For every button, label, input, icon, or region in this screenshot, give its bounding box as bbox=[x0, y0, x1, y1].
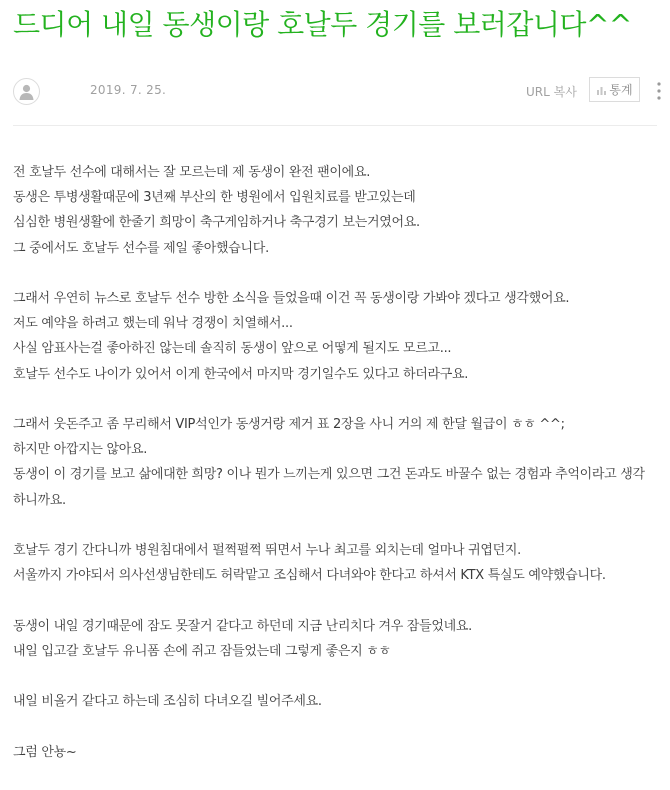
body-line: 서울까지 가야되서 의사선생님한테도 허락맡고 조심해서 다녀와야 한다고 하셔서 KTX 특실도 예약했습니다. bbox=[13, 568, 606, 584]
body-paragraph bbox=[13, 412, 663, 513]
post-title: 드디어 내일 동생이랑 호날두 경기를 보러갑니다^^ bbox=[13, 8, 632, 41]
body-line: 심심한 병원생활에 한줄기 희망이 축구게임하거나 축구경기 보는거였어요. bbox=[13, 215, 420, 231]
body-paragraph bbox=[13, 538, 663, 588]
body-line: 그럼 안뇽~ bbox=[13, 744, 77, 760]
body-paragraph bbox=[13, 689, 663, 714]
body-line: 내일 비올거 같다고 하는데 조심히 다녀오길 빌어주세요. bbox=[13, 694, 322, 710]
body-line: 하니까요. bbox=[13, 492, 66, 508]
bar-chart-icon bbox=[596, 85, 607, 95]
body-line: 사실 암표사는걸 좋아하진 않는데 솔직히 동생이 앞으로 어떻게 될지도 모르고... bbox=[13, 341, 452, 357]
body-paragraph bbox=[13, 160, 663, 261]
body-paragraph bbox=[13, 614, 663, 664]
url-copy-button[interactable]: URL 복사 bbox=[526, 85, 577, 99]
user-silhouette bbox=[14, 79, 39, 104]
body-paragraph bbox=[13, 740, 663, 765]
body-paragraph bbox=[13, 286, 663, 387]
stats-button[interactable] bbox=[589, 77, 640, 102]
body-line: 호날두 경기 간다니까 병원침대에서 펄쩍펄쩍 뛰면서 누나 최고를 외치는데 얼마나 귀엽던지. bbox=[13, 543, 521, 558]
body-line: 동생이 내일 경기때문에 잠도 못잘거 같다고 하던데 지금 난리치다 겨우 잠들었네요. bbox=[13, 618, 472, 634]
user-avatar-icon[interactable] bbox=[13, 78, 40, 105]
body-line: 호날두 선수도 나이가 있어서 이게 한국에서 마지막 경기일수도 있다고 하더라구요. bbox=[13, 366, 469, 382]
post-meta-bar bbox=[13, 76, 670, 108]
vertical-ellipsis-icon[interactable] bbox=[654, 81, 664, 101]
stats-label: 통계 bbox=[609, 83, 633, 97]
post-date: 2019. 7. 25. bbox=[90, 83, 167, 97]
body-line: 그래서 우연히 뉴스로 호날두 선수 방한 소식을 들었을때 이건 꼭 동생이랑 가봐야 겠다고 생각했어요. bbox=[13, 291, 570, 306]
body-line: 그 중에서도 호날두 선수를 제일 좋아했습니다. bbox=[13, 240, 269, 256]
post-body bbox=[13, 160, 663, 790]
body-line: 동생은 투병생활때문에 3년째 부산의 한 병원에서 입원치료를 받고있는데 bbox=[13, 190, 416, 206]
body-line: 내일 입고갈 호날두 유니폼 손에 쥐고 잠들었는데 그렇게 좋은지 ㅎㅎ bbox=[13, 643, 391, 659]
header-divider bbox=[13, 125, 657, 126]
body-line: 그래서 웃돈주고 좀 무리해서 VIP석인가 동생거랑 제거 표 2장을 사니 거의 제 한달 월급이 ㅎㅎ ^^; bbox=[13, 417, 565, 432]
body-line: 동생이 이 경기를 보고 삶에대한 희망? 이나 뭔가 느끼는게 있으면 그건 돈과도 바꿀수 없는 경험과 추억이라고 생각 bbox=[13, 467, 645, 483]
body-line: 하지만 아깝지는 않아요. bbox=[13, 442, 148, 458]
body-line: 저도 예약을 하려고 했는데 워낙 경쟁이 치열해서... bbox=[13, 316, 293, 332]
body-line: 전 호날두 선수에 대해서는 잘 모르는데 제 동생이 완전 팬이에요. bbox=[13, 165, 371, 180]
